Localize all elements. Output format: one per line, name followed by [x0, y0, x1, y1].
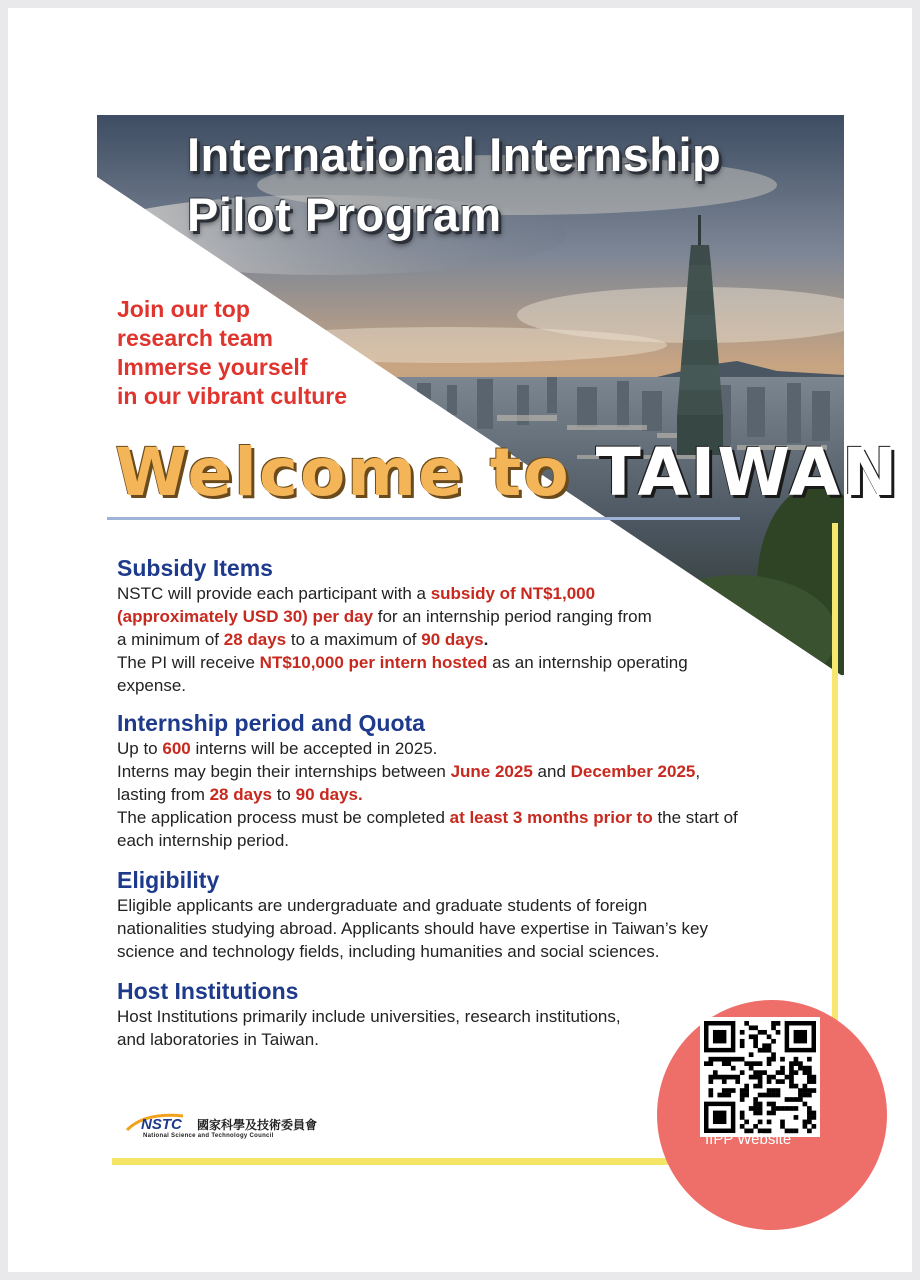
- text: for an internship period ranging from: [373, 607, 652, 626]
- paragraph-line: [117, 737, 822, 760]
- welcome-banner: [115, 435, 899, 511]
- tagline: [117, 295, 347, 411]
- poster: [97, 115, 900, 1176]
- paragraph-line: [117, 806, 822, 829]
- text: Interns may begin their internships between: [117, 762, 451, 781]
- accent-line-bottom: [112, 1158, 692, 1165]
- text: as an internship operating: [487, 653, 688, 672]
- title-line-2: Pilot Program: [187, 188, 502, 241]
- tagline-line: in our vibrant culture: [117, 383, 348, 409]
- text: The PI will receive: [117, 653, 260, 672]
- section-heading: Eligibility: [117, 867, 220, 893]
- tagline-line: Join our top: [117, 296, 250, 322]
- text: ,: [695, 762, 701, 781]
- section-heading: Subsidy Items: [117, 555, 273, 581]
- text: .: [358, 785, 363, 804]
- qr-label: IIPP Website: [705, 1131, 792, 1148]
- logo-chinese-name: 國家科學及技術委員會: [197, 1118, 318, 1132]
- highlight-text: 90 days: [295, 785, 358, 804]
- highlight-text: subsidy of NT$1,000: [430, 584, 596, 603]
- divider-line: [107, 517, 740, 520]
- text: a minimum of: [117, 630, 224, 649]
- paragraph-line: [117, 783, 822, 806]
- qr-code-icon[interactable]: [700, 1017, 820, 1137]
- paragraph-line: [117, 651, 822, 674]
- paragraph-line: nationalities studying abroad. Applicants should have expertise in Taiwan’s key: [117, 919, 708, 938]
- section-heading: Internship period and Quota: [117, 710, 425, 736]
- text: NSTC will provide each participant with a: [117, 584, 431, 603]
- highlight-text: at least 3 months prior to: [449, 808, 653, 827]
- text: .: [483, 630, 489, 649]
- highlight-text: 90 days: [421, 630, 484, 649]
- text: to: [271, 785, 296, 804]
- paragraph-line: [117, 605, 822, 628]
- paragraph-line: [117, 582, 822, 605]
- section-heading: Host Institutions: [117, 978, 299, 1004]
- paragraph-line: [117, 760, 822, 783]
- text: interns will be accepted in 2025.: [190, 739, 438, 758]
- taiwan-text: TAIWAN: [595, 434, 900, 511]
- section-subsidy: [117, 554, 822, 697]
- paragraph-line: [117, 628, 822, 651]
- tagline-line: research team: [117, 325, 273, 351]
- paragraph-line: Host Institutions primarily include universities, research institutions,: [117, 1007, 621, 1026]
- text: lasting from: [117, 785, 210, 804]
- title-line-1: International Internship: [187, 128, 722, 181]
- text: the start of: [652, 808, 738, 827]
- text: The application process must be completed: [117, 808, 450, 827]
- highlight-text: December 2025: [570, 762, 696, 781]
- paragraph-line: Eligible applicants are undergraduate and graduate students of foreign: [117, 896, 648, 915]
- tagline-line: Immerse yourself: [117, 354, 308, 380]
- text: and: [532, 762, 571, 781]
- highlight-text: NT$10,000 per intern hosted: [259, 653, 488, 672]
- text: Up to: [117, 739, 163, 758]
- logo-english-name: National Science and Technology Council: [143, 1133, 274, 1139]
- poster-content: [117, 554, 822, 1051]
- section-eligibility: [117, 866, 822, 963]
- paragraph-line: science and technology fields, including humanities and social sciences.: [117, 942, 660, 961]
- logo-abbreviation: NSTC: [141, 1116, 182, 1133]
- highlight-text: 600: [162, 739, 191, 758]
- page-sheet: [8, 8, 912, 1272]
- highlight-text: June 2025: [450, 762, 533, 781]
- paragraph-line: each internship period.: [117, 831, 290, 850]
- highlight-text: 28 days: [209, 785, 272, 804]
- nstc-logo: [125, 1110, 335, 1144]
- section-period-quota: [117, 709, 822, 852]
- welcome-text: Welcome to: [115, 434, 571, 511]
- qr-code-pattern: [700, 1017, 820, 1137]
- highlight-text: (approximately USD 30) per day: [117, 607, 374, 626]
- paragraph-line: expense.: [117, 676, 186, 695]
- paragraph-line: and laboratories in Taiwan.: [117, 1030, 319, 1049]
- text: to a maximum of: [286, 630, 422, 649]
- poster-title: [187, 125, 721, 245]
- highlight-text: 28 days: [223, 630, 287, 649]
